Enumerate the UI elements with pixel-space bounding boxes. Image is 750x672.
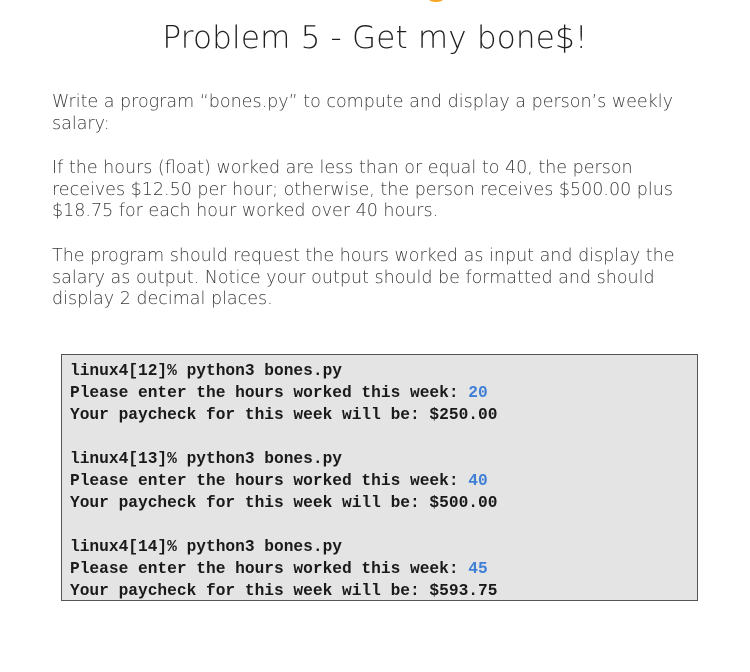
description-paragraph: Write a program “bones.py” to compute and display a person’s weekly salary:	[52, 92, 674, 134]
rules-paragraph: If the hours (float) worked are less than or equal to 40, the person receives $12.50 per hour; otherwise, the person receives $500.00 plus $18.75 for each hour worked over 40 hours.	[52, 158, 673, 221]
terminal-prompt-line	[70, 558, 689, 580]
terminal-command-line: linux4[14]% python3 bones.py	[70, 538, 342, 556]
top-accent-decoration	[428, 0, 444, 2]
terminal-output-line: Your paycheck for this week will be: $250.00	[70, 406, 498, 424]
terminal-command-line: linux4[12]% python3 bones.py	[70, 362, 342, 380]
terminal-output-line: Your paycheck for this week will be: $593.75	[70, 582, 498, 600]
terminal-user-input: 20	[468, 384, 488, 402]
terminal-prompt-line	[70, 470, 689, 492]
terminal-user-input: 45	[468, 560, 488, 578]
sample-terminal-output	[61, 354, 698, 601]
io-requirements-paragraph: The program should request the hours worked as input and display the salary as output. Notice your output should be formatted and should display 2 decimal places.	[52, 246, 675, 309]
terminal-user-input: 40	[468, 472, 488, 490]
terminal-prompt-text: Please enter the hours worked this week:	[70, 472, 469, 490]
terminal-prompt-text: Please enter the hours worked this week:	[70, 560, 469, 578]
page-title: Problem 5 - Get my bone$!	[162, 20, 588, 56]
terminal-command-line: linux4[13]% python3 bones.py	[70, 450, 342, 468]
terminal-prompt-text: Please enter the hours worked this week:	[70, 384, 469, 402]
terminal-output-line: Your paycheck for this week will be: $500.00	[70, 494, 498, 512]
terminal-prompt-line	[70, 382, 689, 404]
